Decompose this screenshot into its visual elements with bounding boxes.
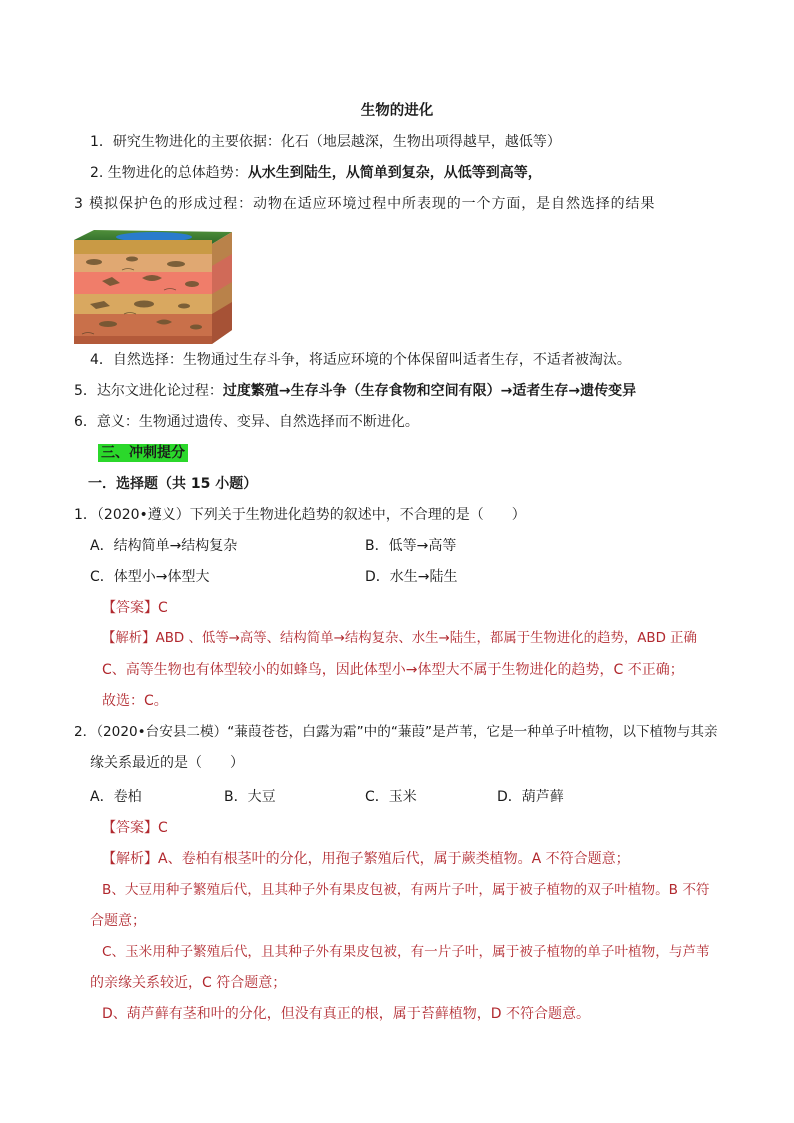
question-2-analysis-line-6: D、葫芦藓有茎和叶的分化，但没有真正的根，属于苔藓植物，D 不符合题意。 <box>102 1006 591 1022</box>
answer-label: 【答案】 <box>102 600 158 616</box>
fossil-strata-illustration <box>72 226 234 346</box>
analysis-label: 【解析】 <box>102 631 156 646</box>
point-4: 4．自然选择：生物通过生存斗争，将适应环境的个体保留叫适者生存，不适者被淘汰。 <box>90 352 631 368</box>
point-1: 1．研究生物进化的主要依据：化石（地层越深，生物出项得越早，越低等） <box>90 134 561 150</box>
point-5-label: 5．达尔文进化论过程： <box>74 383 223 399</box>
question-1-analysis-line-2: C、高等生物也有体型较小的如蜂鸟，因此体型小→体型大不属于生物进化的趋势，C 不正确； <box>102 662 684 678</box>
answer-value: C <box>158 820 168 836</box>
question-2-analysis-line-5: 的亲缘关系较近，C 符合题意； <box>90 975 287 991</box>
question-2-option-b: B．大豆 <box>224 789 276 805</box>
question-2-analysis-line-3: 合题意； <box>90 913 146 929</box>
analysis-label: 【解析】 <box>102 851 158 867</box>
point-6: 6．意义：生物通过遗传、变异、自然选择而不断进化。 <box>74 414 419 430</box>
question-2-analysis-line-4: C、玉米用种子繁殖后代，且其种子外有果皮包被，有一片子叶，属于被子植物的单子叶植物，与芦苇 <box>102 944 710 960</box>
question-2-analysis <box>102 850 630 868</box>
answer-value: C <box>158 600 168 616</box>
point-5-bold: 过度繁殖→生存斗争（生存食物和空间有限）→适者生存→遗传变异 <box>222 383 637 399</box>
question-1-answer <box>102 599 168 617</box>
analysis-text: ABD 、低等→高等、结构简单→结构复杂、水生→陆生，都属于生物进化的趋势，ABD 正确 <box>155 631 697 646</box>
question-1-option-a: A．结构简单→结构复杂 <box>90 538 238 554</box>
question-2-option-a: A．卷柏 <box>90 789 142 805</box>
question-1-option-d: D．水生→陆生 <box>365 569 458 585</box>
section-heading: 一．选择题（共 15 小题） <box>88 476 258 492</box>
question-1-analysis-line-3: 故选：C。 <box>102 693 168 709</box>
question-2-analysis-line-2: B、大豆用种子繁殖后代，且其种子外有果皮包被，有两片子叶，属于被子植物的双子叶植物。B 不符 <box>102 882 710 898</box>
analysis-text: A、卷柏有根茎叶的分化，用孢子繁殖后代，属于蕨类植物。A 不符合题意； <box>158 851 630 867</box>
question-2-answer <box>102 819 168 837</box>
question-1-stem: 1．（2020•遵义）下列关于生物进化趋势的叙述中，不合理的是（ ） <box>74 507 526 523</box>
section-highlight: 三、冲刺提分 <box>98 444 188 462</box>
question-1-option-c: C．体型小→体型大 <box>90 569 210 585</box>
point-2-label: 2. 生物进化的总体趋势： <box>90 165 248 181</box>
answer-label: 【答案】 <box>102 820 158 836</box>
question-2-option-c: C．玉米 <box>365 789 417 805</box>
question-2-stem: 2．（2020•台安县二模）“蒹葭苍苍，白露为霜”中的“蒹葭”是芦苇，它是一种单子叶植物，以下植物与其亲 <box>74 724 718 740</box>
point-3: 3 模拟保护色的形成过程：动物在适应环境过程中所表现的一个方面，是自然选择的结果 <box>74 196 656 212</box>
question-1-option-b: B．低等→高等 <box>365 538 457 554</box>
point-2 <box>90 164 542 182</box>
point-5 <box>74 382 636 400</box>
point-2-bold: 从水生到陆生，从简单到复杂，从低等到高等， <box>247 165 542 181</box>
page-title: 生物的进化 <box>360 103 434 119</box>
section-highlight-wrap <box>98 444 188 462</box>
question-2-stem-line-2: 缘关系最近的是（ ） <box>90 755 244 771</box>
question-2-option-d: D．葫芦藓 <box>497 789 564 805</box>
question-1-analysis <box>102 630 697 648</box>
